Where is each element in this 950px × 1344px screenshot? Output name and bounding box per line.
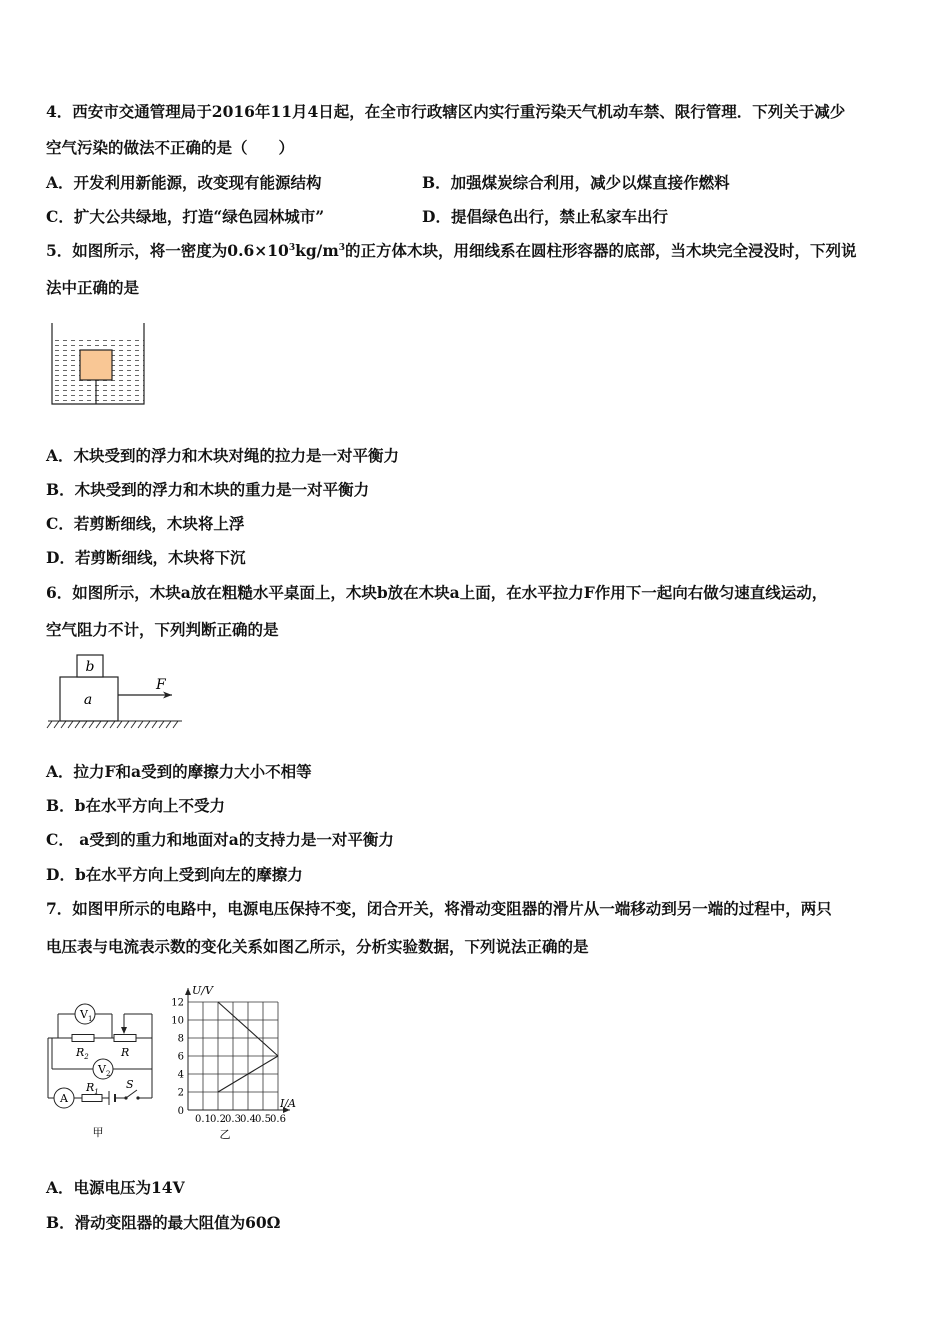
x-tick-label: 0.6 bbox=[270, 1114, 286, 1125]
x-tick-label: 0.3 bbox=[225, 1114, 241, 1125]
y-axis-arrowhead bbox=[185, 988, 191, 995]
q4-option-d: D．提倡绿色出行，禁止私家车出行 bbox=[422, 207, 668, 226]
q4-stem-line1: 4．西安市交通管理局于2016年11月4日起，在全市行政辖区内实行重污染天气机动车禁、限行管理．下列关于减少 bbox=[46, 102, 846, 121]
y-tick-label: 2 bbox=[177, 1087, 184, 1099]
v1-text: $V_1$ bbox=[80, 1008, 93, 1023]
x-tick-label: 0.1 bbox=[195, 1114, 211, 1125]
q5-option-d: D．若剪断细线，木块将下沉 bbox=[46, 548, 246, 567]
y-tick-label: 4 bbox=[177, 1069, 184, 1081]
ammeter-text: A bbox=[60, 1092, 68, 1105]
q6-option-a: A．拉力F和a受到的摩擦力大小不相等 bbox=[46, 762, 312, 781]
q5-stem-line1 bbox=[46, 241, 857, 261]
q7-option-a: A．电源电压为14V bbox=[46, 1178, 185, 1197]
switch-contact-right bbox=[136, 1096, 139, 1099]
q7-stem-line2: 电压表与电流表示数的变化关系如图乙所示，分析实验数据，下列说法正确的是 bbox=[46, 937, 589, 956]
origin-label: 0 bbox=[177, 1106, 184, 1117]
x-tick-label: 0.4 bbox=[240, 1114, 256, 1125]
q6-option-b: B．b在水平方向上不受力 bbox=[46, 796, 225, 815]
ground-hatching bbox=[47, 721, 182, 728]
q6-stem-line1: 6．如图所示，木块a放在粗糙水平桌面上，木块b放在木块a上面，在水平拉力F作用下一起向右做匀速直线运动， bbox=[46, 583, 828, 602]
v2-text: $V_2$ bbox=[98, 1063, 111, 1078]
q6-figure bbox=[46, 652, 186, 738]
y-tick-label: 12 bbox=[171, 997, 184, 1009]
q5-stem-mid: kg/m bbox=[295, 241, 339, 260]
q6-option-d: D．b在水平方向上受到向左的摩擦力 bbox=[46, 865, 303, 884]
r1-resistor bbox=[82, 1095, 102, 1102]
label-b: b bbox=[85, 659, 95, 675]
q7-circuit bbox=[40, 998, 160, 1146]
x-axis-label: I/A bbox=[280, 1097, 296, 1110]
q4-options-row2 bbox=[46, 207, 668, 227]
y-tick-label: 6 bbox=[177, 1051, 184, 1063]
label-a: a bbox=[83, 692, 93, 708]
q5-stem-sup2: 3 bbox=[338, 242, 345, 253]
wooden-block bbox=[80, 350, 112, 380]
graph-caption: 乙 bbox=[219, 1128, 231, 1141]
q5-option-c: C．若剪断细线，木块将上浮 bbox=[46, 514, 245, 533]
r2-text: $R_2$ bbox=[76, 1046, 89, 1061]
q4-stem-line2: 空气污染的做法不正确的是（ ） bbox=[46, 138, 295, 157]
r-resistor bbox=[114, 1035, 136, 1042]
q7-ui-graph bbox=[160, 978, 310, 1146]
q5-option-b: B．木块受到的浮力和木块的重力是一对平衡力 bbox=[46, 480, 370, 499]
x-tick-label: 0.2 bbox=[210, 1114, 226, 1125]
q5-stem-sup1: 3 bbox=[288, 242, 296, 253]
y-axis-label: U/V bbox=[192, 984, 213, 997]
x-tick-label: 0.5 bbox=[255, 1114, 271, 1125]
q7-option-b: B．滑动变阻器的最大阻值为60Ω bbox=[46, 1213, 281, 1232]
q6-option-c: C． a受到的重力和地面对a的支持力是一对平衡力 bbox=[46, 830, 394, 849]
q4-option-c: C．扩大公共绿地，打造“绿色园林城市” bbox=[46, 207, 325, 226]
q5-stem-post: 的正方体木块，用细线系在圆柱形容器的底部，当木块完全浸没时，下列说 bbox=[344, 241, 857, 260]
r1-text: $R_1$ bbox=[86, 1081, 99, 1096]
circuit-caption: 甲 bbox=[92, 1126, 104, 1139]
q6-stem-line2: 空气阻力不计，下列判断正确的是 bbox=[46, 620, 279, 639]
y-tick-label: 10 bbox=[171, 1015, 184, 1027]
q4-option-a: A．开发利用新能源，改变现有能源结构 bbox=[46, 173, 322, 192]
q4-options-row1 bbox=[46, 173, 730, 193]
label-F: F bbox=[156, 677, 166, 693]
s-text: S bbox=[126, 1078, 134, 1091]
q5-option-a: A．木块受到的浮力和木块对绳的拉力是一对平衡力 bbox=[46, 446, 400, 465]
q5-stem-pre: 5．如图所示，将一密度为0.6×10 bbox=[46, 241, 289, 260]
q5-stem-line2: 法中正确的是 bbox=[46, 278, 140, 297]
y-tick-label: 8 bbox=[177, 1033, 184, 1045]
slider-arrowhead bbox=[121, 1027, 127, 1034]
r-text: R bbox=[121, 1046, 130, 1059]
q4-option-b: B．加强煤炭综合利用，减少以煤直接作燃料 bbox=[422, 173, 730, 192]
r2-resistor bbox=[72, 1035, 94, 1042]
q7-stem-line1: 7．如图甲所示的电路中，电源电压保持不变，闭合开关，将滑动变阻器的滑片从一端移动到另一端的过程中，两只 bbox=[46, 899, 832, 918]
switch-contact-left bbox=[124, 1096, 127, 1099]
q5-figure bbox=[46, 318, 150, 410]
